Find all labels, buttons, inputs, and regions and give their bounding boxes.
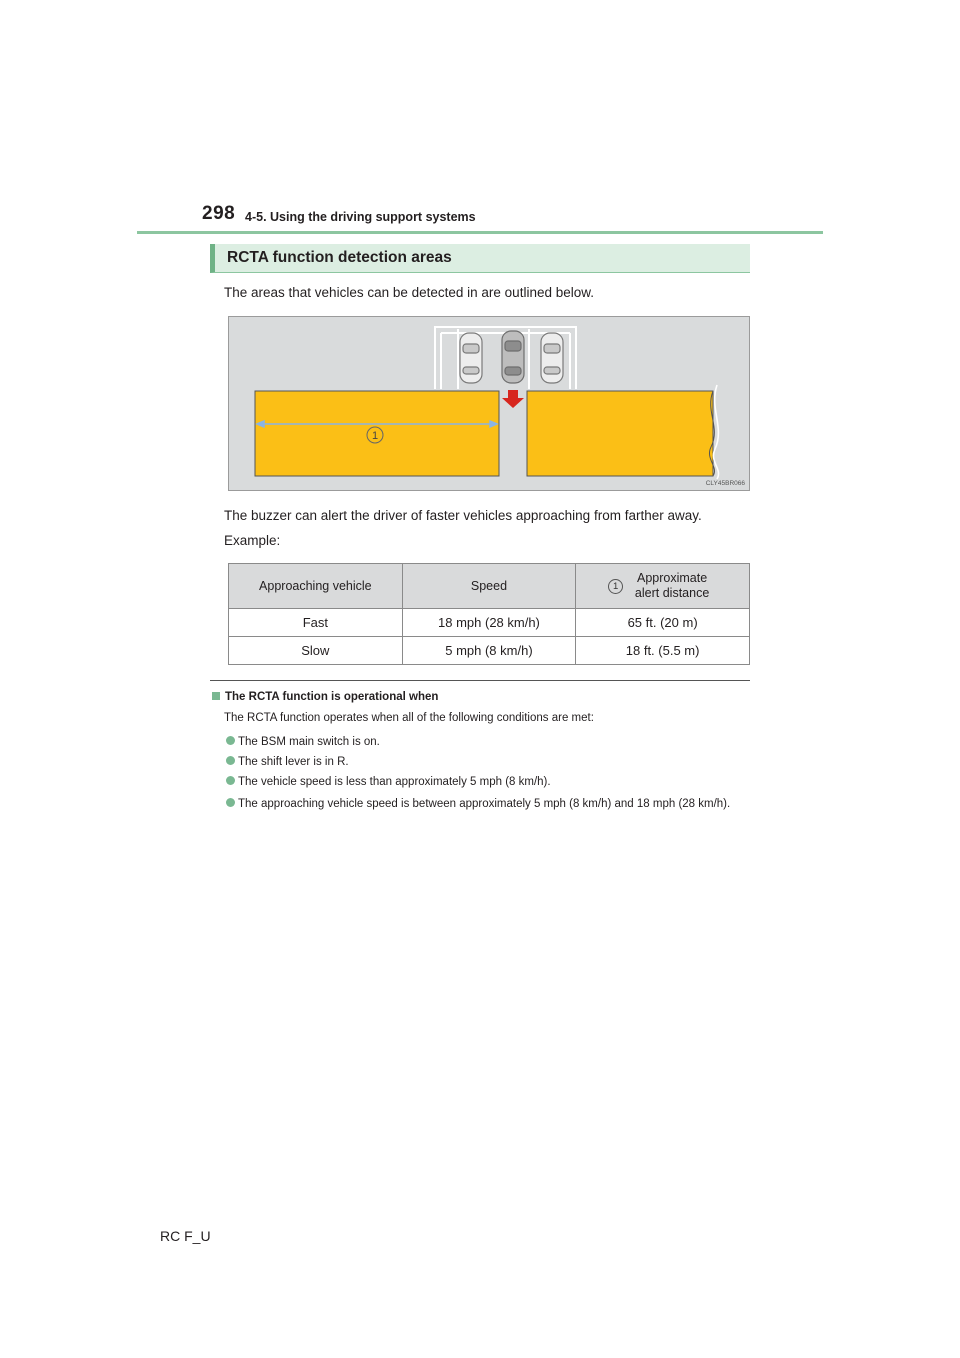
callout-1-label: 1 — [371, 430, 379, 442]
bullet-dot-icon — [226, 736, 235, 745]
list-item: The vehicle speed is less than approximately 5 mph (8 km/h). — [226, 774, 756, 790]
cell-vehicle: Slow — [229, 637, 403, 665]
bullet-dot-icon — [226, 798, 235, 807]
reverse-direction-arrow — [502, 390, 524, 408]
table-row — [229, 609, 750, 637]
chapter-title: 4-5. Using the driving support systems — [245, 210, 476, 224]
header-alert-distance-label: Approximate alert distance — [634, 571, 710, 600]
table-header-row — [229, 564, 750, 609]
table-row — [229, 637, 750, 665]
detection-area-diagram — [229, 317, 749, 490]
subsection-heading-text: The RCTA function is operational when — [225, 691, 439, 703]
cell-distance: 18 ft. (5.5 m) — [576, 637, 750, 665]
page-number: 298 — [202, 203, 236, 224]
intro-paragraph: The areas that vehicles can be detected in are outlined below. — [224, 285, 594, 300]
header-divider — [137, 231, 823, 234]
header-alert-distance — [576, 564, 750, 609]
list-item: The approaching vehicle speed is between approximately 5 mph (8 km/h) and 18 mph (28 km/h). — [226, 796, 751, 812]
section-title: RCTA function detection areas — [227, 249, 452, 266]
bullet-dot-icon — [226, 756, 235, 765]
header-speed: Speed — [402, 564, 576, 609]
reversing-car — [502, 331, 524, 383]
detection-area-illustration — [228, 316, 750, 491]
list-item: The shift lever is in R. — [226, 754, 756, 770]
buzzer-paragraph: The buzzer can alert the driver of faster vehicles approaching from farther away. — [224, 508, 702, 523]
cell-vehicle: Fast — [229, 609, 403, 637]
figure-code: CLY45BR066 — [705, 480, 745, 487]
parked-car-left — [460, 333, 482, 383]
footer-model: RC F_U — [160, 1228, 211, 1244]
conditions-intro: The RCTA function operates when all of the following conditions are met: — [224, 712, 594, 724]
cell-distance: 65 ft. (20 m) — [576, 609, 750, 637]
detection-zone-right — [527, 391, 713, 476]
header-approaching-vehicle: Approaching vehicle — [229, 564, 403, 609]
list-item: The BSM main switch is on. — [226, 734, 756, 750]
callout-1-badge: 1 — [608, 579, 623, 594]
alert-distance-table — [228, 563, 750, 665]
parked-car-right — [541, 333, 563, 383]
bullet-dot-icon — [226, 776, 235, 785]
example-label: Example: — [224, 533, 281, 548]
cell-speed: 5 mph (8 km/h) — [402, 637, 576, 665]
square-bullet-icon — [212, 692, 220, 700]
subsection-heading — [212, 691, 438, 703]
cell-speed: 18 mph (28 km/h) — [402, 609, 576, 637]
section-divider — [210, 680, 750, 681]
section-header — [210, 244, 750, 273]
